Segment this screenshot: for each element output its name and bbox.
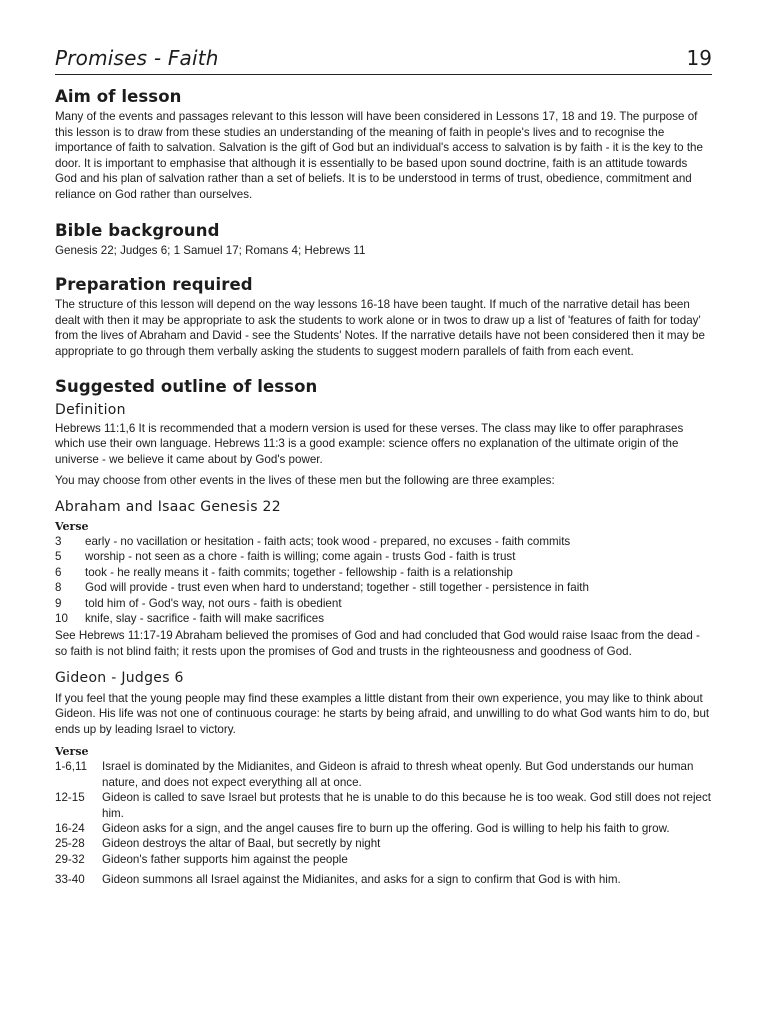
aim-text: Many of the events and passages relevant to this lesson will have been considered in Lessons 17, 18 and 19. The purpose of this lesson is to draw from these studies an understanding of the meaning of faith in people's lives and to recognise the importance of faith to salvation. Salvation is the gift of God but an individual's access to salvation is by faith - it is the key to the door. It is important to emphasise that although it is essentially to be based upon sound doctrine, faith is an attitude towards God and his plan of salvation rather than a set of beliefs. It is to be understood in terms of trust, obedience, commitment and reliance on God rather than ourselves. (55, 110, 703, 201)
verse-row (55, 580, 712, 595)
verse-row (55, 534, 712, 549)
background-heading: Bible background (55, 220, 220, 240)
verse-note: God will provide - trust even when hard to understand; together - still together - persistence in faith (85, 581, 589, 595)
verse-note: worship - not seen as a chore - faith is willing; come again - trusts God - faith is trust (85, 550, 516, 564)
verse-row (55, 759, 712, 790)
definition-heading: Definition (55, 401, 126, 418)
abraham-heading: Abraham and Isaac Genesis 22 (55, 498, 281, 515)
verse-note: knife, slay - sacrifice - faith will make sacrifices (85, 611, 325, 625)
page-header (55, 46, 712, 75)
gideon-verse-label: Verse (55, 745, 89, 759)
definition-text: Hebrews 11:1,6 It is recommended that a modern version is used for these verses. The class may like to offer paraphrases which use their own language. Hebrews 11:3 is a good example: science offers no explanation of the ultimate origin of the universe - we believe it came about by God's power. (55, 421, 684, 466)
verse-number: 3 (55, 534, 62, 548)
gideon-verse-list (55, 759, 712, 887)
abraham-verse-list (55, 534, 712, 626)
preparation-section (55, 275, 712, 359)
verse-row (55, 836, 712, 851)
abraham-section (55, 499, 712, 660)
verse-number: 8 (55, 581, 62, 595)
verse-number: 33-40 (55, 873, 85, 887)
page-title: Promises - Faith (55, 46, 219, 70)
preparation-text: The structure of this lesson will depend on the way lessons 16-18 have been taught. If much of the narrative detail has been dealt with then it may be appropriate to ask the students to work alone or in twos to draw up a list of 'features of faith for today' from the lives of Abraham and David - see the Students' Notes. If the narrative details have not been considered then it may be appropriate to go through them verbally asking the students to suggest modern parallels of faith from each event. (55, 298, 705, 358)
aim-section (55, 87, 712, 203)
preparation-heading: Preparation required (55, 275, 253, 295)
verse-row (55, 565, 712, 580)
aim-heading: Aim of lesson (55, 87, 182, 106)
verse-number: 16-24 (55, 821, 85, 835)
verse-number: 1-6,11 (55, 760, 88, 774)
verse-note: Gideon summons all Israel against the Midianites, and asks for a sign to confirm that God is with him. (102, 873, 621, 887)
verse-note: told him of - God's way, not ours - faith is obedient (85, 596, 342, 610)
verse-number: 25-28 (55, 837, 85, 851)
abraham-verse-label: Verse (55, 519, 89, 533)
verse-number: 5 (55, 550, 62, 564)
verse-note: Gideon's father supports him against the people (102, 852, 348, 866)
background-section (55, 221, 712, 259)
verse-row (55, 549, 712, 564)
verse-note: Israel is dominated by the Midianites, and Gideon is afraid to thresh wheat openly. But God understands our human nature, and does not expect everything all at once. (102, 760, 694, 789)
verse-row (55, 611, 712, 626)
outline-heading: Suggested outline of lesson (55, 376, 318, 396)
abraham-note: See Hebrews 11:17-19 Abraham believed the promises of God and had concluded that God would raise Isaac from the dead - so faith is not blind faith; it rests upon the promises of God and trusts in the righteousness and goodness of God. (55, 629, 700, 658)
verse-note: took - he really means it - faith commits; together - fellowship - faith is a relationship (85, 565, 513, 579)
page-number: 19 (686, 46, 712, 70)
gideon-heading: Gideon - Judges 6 (55, 669, 184, 686)
verse-number: 29-32 (55, 852, 85, 866)
verse-number: 12-15 (55, 791, 85, 805)
choose-text: You may choose from other events in the lives of these men but the following are three examples: (55, 474, 555, 488)
verse-note: Gideon is called to save Israel but protests that he is unable to do this because he is too weak. God still does not reject him. (102, 791, 712, 820)
gideon-intro: If you feel that the young people may find these examples a little distant from their own experience, you may like to think about Gideon. His life was not one of continuous courage: he starts by being afraid, and unwilling to do what God wants him to do, but ends up by leading Israel to victory. (55, 691, 710, 736)
verse-row (55, 596, 712, 611)
verse-number: 9 (55, 596, 62, 610)
verse-note: Gideon destroys the altar of Baal, but secretly by night (102, 837, 381, 851)
verse-note: early - no vacillation or hesitation - faith acts; took wood - prepared, no excuses - faith commits (85, 534, 571, 548)
verse-row (55, 852, 712, 867)
background-text: Genesis 22; Judges 6; 1 Samuel 17; Romans 4; Hebrews 11 (55, 243, 366, 257)
outline-section (55, 377, 712, 489)
verse-number: 6 (55, 565, 62, 579)
verse-row (55, 821, 712, 836)
gideon-section (55, 670, 712, 888)
verse-note: Gideon asks for a sign, and the angel causes fire to burn up the offering. God is willing to help his faith to grow. (102, 821, 670, 835)
verse-number: 10 (55, 611, 68, 625)
verse-row (55, 790, 712, 821)
verse-row (55, 872, 712, 887)
